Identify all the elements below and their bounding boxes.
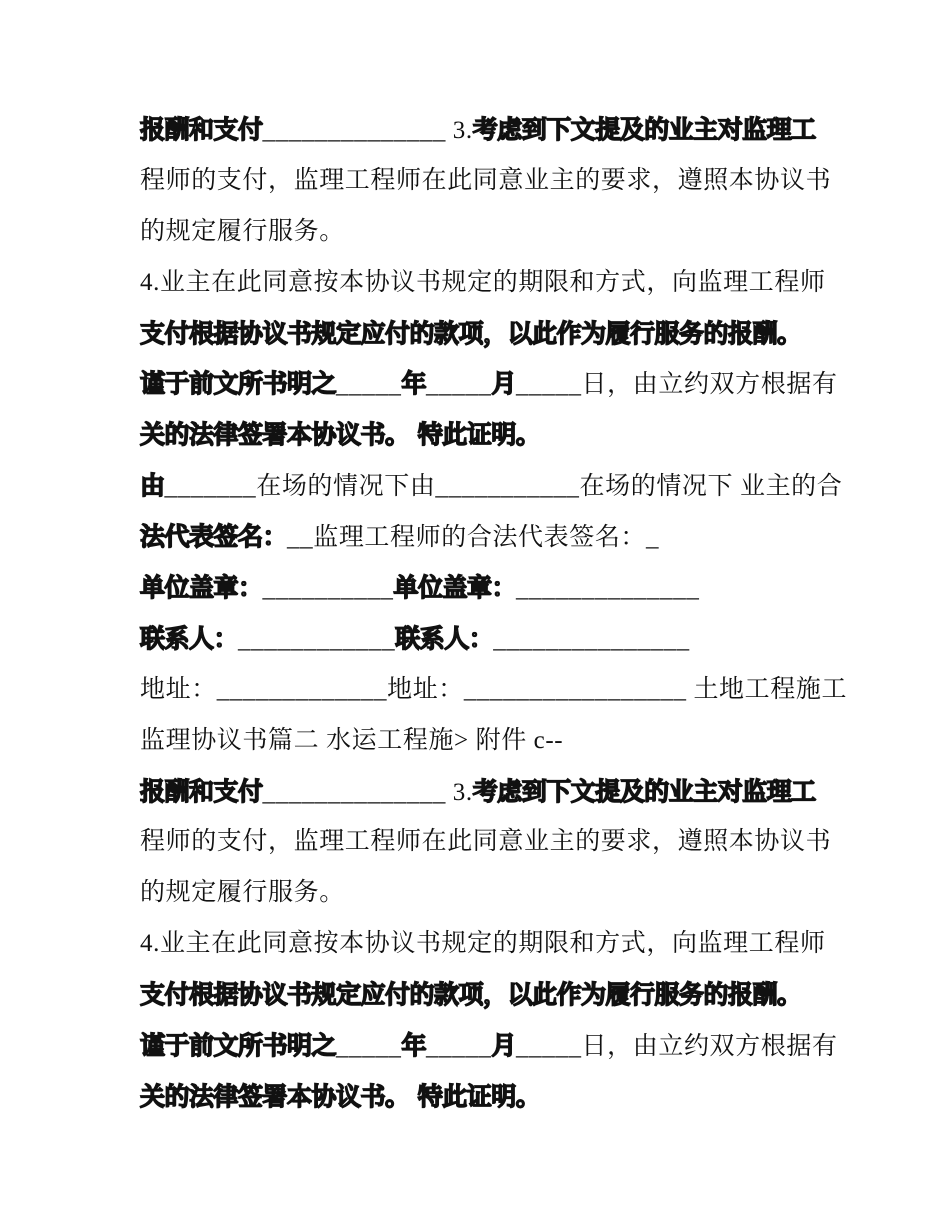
text-line (140, 774, 820, 825)
text-line (140, 570, 820, 621)
text-line (140, 163, 832, 214)
text-segment: ______________ 3. (262, 778, 473, 806)
text-segment: 联系人： (395, 623, 494, 653)
text-segment: 支付根据协议书规定应付的款项，以此作为履行服务的报酬。 (140, 980, 802, 1010)
text-segment: 支付根据协议书规定应付的款项，以此作为履行服务的报酬。 (140, 318, 802, 348)
text-line (140, 1079, 820, 1130)
text-segment: 年 (401, 369, 427, 399)
text-segment: _____ (426, 1033, 492, 1061)
text-segment: _____ (336, 371, 402, 399)
text-segment: ____________ (238, 625, 396, 653)
text-segment: 报酬和支付 (140, 115, 263, 144)
text-segment: 考虑到下文提及的业主对监理工 (472, 115, 816, 144)
text-line (140, 1028, 838, 1079)
text-segment: 报酬和支付 (140, 776, 263, 806)
text-line (140, 214, 820, 265)
text-segment: 程师的支付，监理工程师在此同意业主的要求，遵照本协议书 (140, 166, 832, 194)
text-segment: _______在场的情况下由___________在场的情况下 业主的合 (164, 473, 843, 501)
text-segment: __监理工程师的合法代表签名：_ (287, 524, 660, 552)
text-segment: _____ (336, 1033, 402, 1061)
text-line (140, 723, 820, 774)
text-segment: 由 (140, 471, 165, 501)
text-line (140, 875, 820, 926)
text-line (140, 621, 820, 672)
text-segment: 单位盖章： (140, 573, 263, 603)
text-segment: ______________ (516, 575, 700, 603)
text-line (140, 468, 843, 519)
text-segment: 月 (491, 1031, 517, 1061)
text-segment: 单位盖章： (393, 573, 517, 603)
text-line (140, 265, 826, 316)
text-line (140, 366, 838, 417)
text-line (140, 977, 820, 1028)
text-segment: 的规定履行服务。 (140, 879, 345, 907)
text-line (140, 519, 820, 570)
text-line (140, 824, 832, 875)
text-line (140, 112, 820, 163)
text-segment: 月 (491, 369, 517, 399)
text-segment: _____ (426, 371, 492, 399)
text-line (140, 672, 848, 723)
text-line (140, 417, 820, 468)
text-segment: 谨于前文所书明之 (140, 369, 337, 399)
text-segment: 程师的支付，监理工程师在此同意业主的要求，遵照本协议书 (140, 828, 832, 856)
text-segment: _____日，由立约双方根据有 (516, 1033, 838, 1061)
text-line (140, 316, 820, 367)
document-body (140, 112, 848, 1130)
text-segment: ______________ 3. (262, 117, 473, 144)
text-segment: 考虑到下文提及的业主对监理工 (472, 776, 816, 806)
text-segment: 谨于前文所书明之 (140, 1031, 337, 1061)
text-segment: 4.业主在此同意按本协议书规定的期限和方式，向监理工程师 (140, 268, 826, 296)
text-segment: _____日，由立约双方根据有 (516, 371, 838, 399)
text-segment: 关的法律签署本协议书。 特此证明。 (140, 420, 541, 450)
text-segment: 4.业主在此同意按本协议书规定的期限和方式，向监理工程师 (140, 930, 826, 958)
text-segment: 联系人： (140, 623, 239, 653)
text-segment: 法代表签名： (140, 522, 288, 552)
text-segment: 地址：_____________地址：_________________ 土地工程施工 (140, 675, 848, 703)
text-segment: 关的法律签署本协议书。 特此证明。 (140, 1081, 541, 1111)
text-segment: 的规定履行服务。 (140, 217, 345, 245)
text-segment: _______________ (493, 625, 690, 653)
text-segment: 监理协议书篇二 水运工程施> 附件 c-- (140, 726, 564, 754)
text-line (140, 926, 826, 977)
text-segment: __________ (262, 575, 394, 603)
text-segment: 年 (401, 1031, 427, 1061)
